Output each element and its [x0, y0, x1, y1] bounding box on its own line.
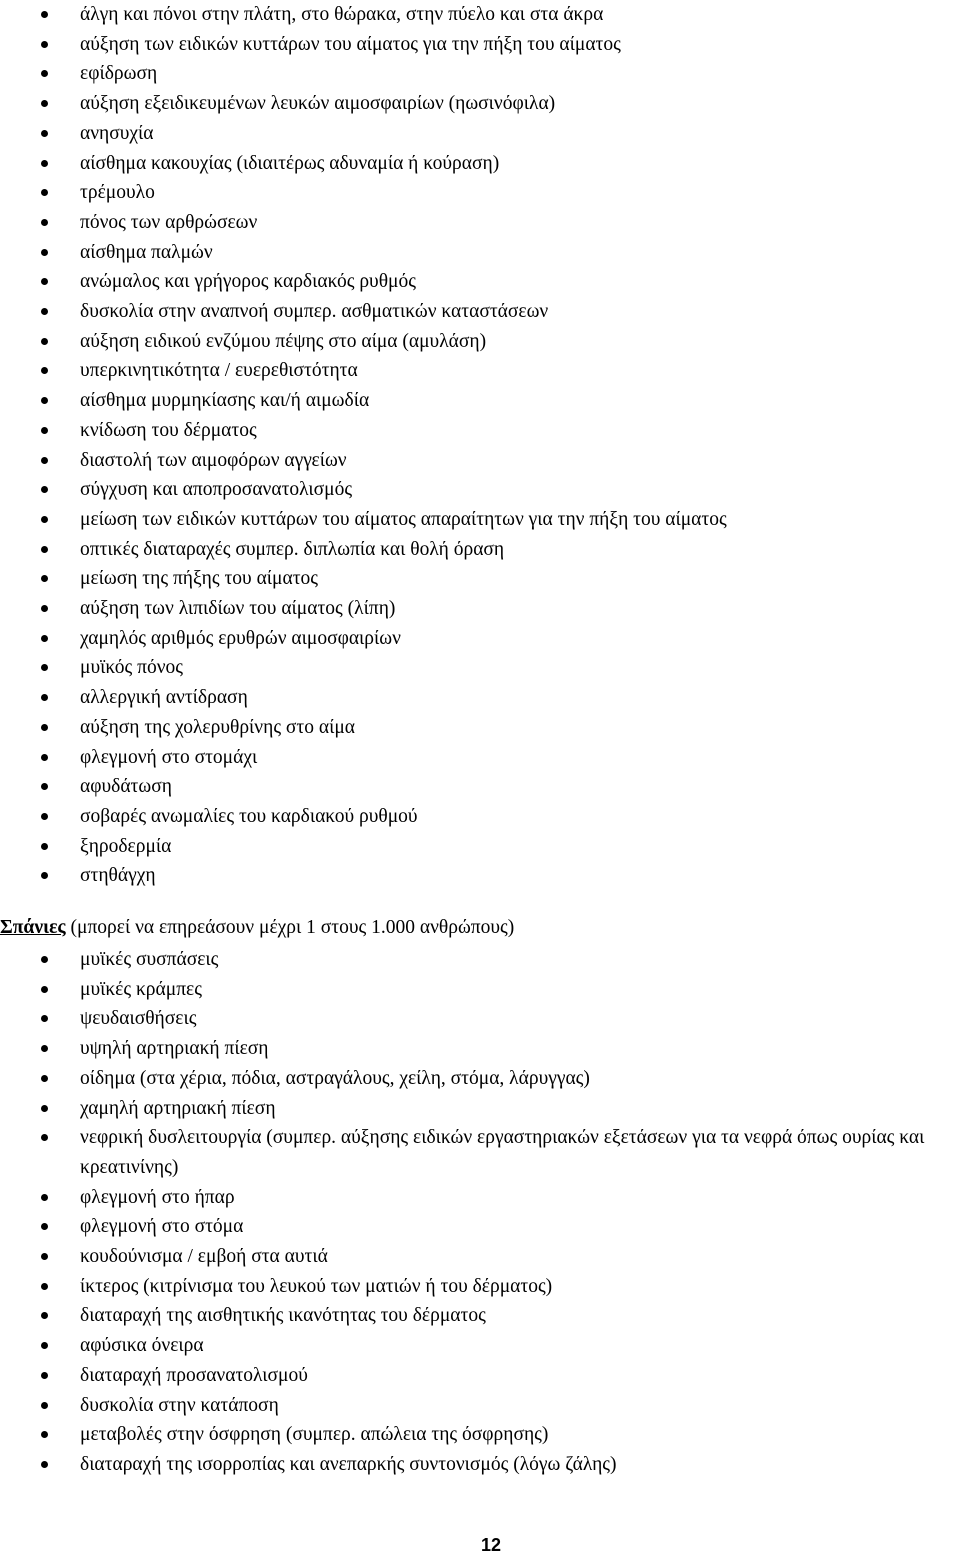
bullet-icon — [41, 1075, 48, 1082]
rare-side-effects-list — [0, 945, 960, 1480]
bullet-icon — [41, 189, 48, 196]
bullet-icon — [41, 278, 48, 285]
list-item — [0, 1123, 960, 1182]
bullet-icon — [41, 1045, 48, 1052]
list-item — [0, 356, 960, 386]
list-item-text: στηθάγχη — [80, 865, 156, 887]
list-item — [0, 802, 960, 832]
list-item-text: αίσθημα παλμών — [80, 241, 213, 263]
bullet-icon — [41, 427, 48, 434]
bullet-icon — [41, 1134, 48, 1141]
list-item-text: φλεγμονή στο στομάχι — [80, 746, 258, 768]
list-item — [0, 743, 960, 773]
list-item — [0, 1331, 960, 1361]
list-item-text: διαστολή των αιμοφόρων αγγείων — [80, 449, 347, 471]
list-item-text: μυϊκές συσπάσεις — [80, 949, 219, 970]
list-item-text: αύξηση της χολερυθρίνης στο αίμα — [80, 716, 356, 738]
list-item — [0, 1094, 960, 1124]
list-item — [0, 208, 960, 238]
list-item — [0, 1212, 960, 1242]
bullet-icon — [41, 1253, 48, 1260]
bullet-icon — [41, 1342, 48, 1349]
list-item — [0, 505, 960, 535]
bullet-icon — [41, 872, 48, 879]
list-item — [0, 30, 960, 60]
list-item — [0, 861, 960, 891]
list-item-text: μείωση των ειδικών κυττάρων του αίματος απαραίτητων για την πήξη του αίματος — [80, 508, 727, 530]
list-item — [0, 238, 960, 268]
list-item-text: διαταραχή της ισορροπίας και ανεπαρκής συντονισμός (λόγω ζάλης) — [80, 1453, 617, 1475]
list-item — [0, 446, 960, 476]
bullet-icon — [41, 160, 48, 167]
list-item-text: μείωση της πήξης του αίματος — [80, 568, 319, 590]
list-item — [0, 1272, 960, 1302]
bullet-icon — [41, 546, 48, 553]
bullet-icon — [41, 1461, 48, 1468]
bullet-icon — [41, 516, 48, 523]
list-item — [0, 119, 960, 149]
list-item — [0, 1064, 960, 1094]
list-item — [0, 1301, 960, 1331]
bullet-icon — [41, 1372, 48, 1379]
list-item — [0, 945, 960, 975]
rare-heading-frequency: (μπορεί να επηρεάσουν μέχρι 1 στους 1.000 ανθρώπους) — [65, 917, 515, 938]
bullet-icon — [41, 397, 48, 404]
list-item-text: αύξηση ειδικού ενζύμου πέψης στο αίμα (αμυλάση) — [80, 330, 487, 352]
list-item-text: αίσθημα μυρμηκίασης και/ή αιμωδία — [80, 390, 370, 412]
list-item — [0, 683, 960, 713]
list-item-text: χαμηλός αριθμός ερυθρών αιμοσφαιρίων — [80, 627, 401, 649]
rare-section-heading — [0, 913, 514, 942]
bullet-icon — [41, 11, 48, 18]
bullet-icon — [41, 338, 48, 345]
list-item — [0, 1391, 960, 1421]
list-item-text: δυσκολία στην αναπνοή συμπερ. ασθματικών καταστάσεων — [80, 301, 549, 323]
bullet-icon — [41, 754, 48, 761]
list-item — [0, 267, 960, 297]
bullet-icon — [41, 694, 48, 701]
list-item — [0, 1420, 960, 1450]
list-item-text: ανησυχία — [80, 122, 154, 144]
list-item-text: ανώμαλος και γρήγορος καρδιακός ρυθμός — [80, 271, 416, 293]
list-item — [0, 149, 960, 179]
list-item-text: πόνος των αρθρώσεων — [80, 211, 258, 233]
list-item-text: αύξηση των ειδικών κυττάρων του αίματος για την πήξη του αίματος — [80, 33, 621, 55]
list-item-text: δυσκολία στην κατάποση — [80, 1394, 279, 1416]
list-item-text: αφύσικα όνειρα — [80, 1335, 204, 1357]
bullet-icon — [41, 100, 48, 107]
bullet-icon — [41, 70, 48, 77]
bullet-icon — [41, 575, 48, 582]
list-item-text: ίκτερος (κιτρίνισμα του λευκού των ματιών ή του δέρματος) — [80, 1275, 553, 1297]
list-item — [0, 772, 960, 802]
list-item-text: αύξηση εξειδικευμένων λευκών αιμοσφαιρίων (ηωσινόφιλα) — [80, 93, 556, 115]
bullet-icon — [41, 367, 48, 374]
bullet-icon — [41, 249, 48, 256]
list-item — [0, 178, 960, 208]
list-item-text: σύγχυση και αποπροσανατολισμός — [80, 479, 353, 501]
list-item — [0, 416, 960, 446]
rare-heading-label: Σπάνιες — [0, 917, 66, 938]
list-item-text: μυϊκές κράμπες — [80, 978, 202, 1000]
bullet-icon — [41, 457, 48, 464]
list-item-text: μυϊκός πόνος — [80, 657, 183, 679]
bullet-icon — [41, 1223, 48, 1230]
list-item-text: φλεγμονή στο στόμα — [80, 1216, 244, 1238]
list-item — [0, 475, 960, 505]
bullet-icon — [41, 1312, 48, 1319]
list-item-text: τρέμουλο — [80, 182, 155, 204]
bullet-icon — [41, 308, 48, 315]
list-item — [0, 1361, 960, 1391]
bullet-icon — [41, 986, 48, 993]
list-item — [0, 89, 960, 119]
bullet-icon — [41, 843, 48, 850]
bullet-icon — [41, 664, 48, 671]
list-item — [0, 386, 960, 416]
list-item — [0, 59, 960, 89]
list-item-text: οπτικές διαταραχές συμπερ. διπλωπία και θολή όραση — [80, 538, 505, 560]
bullet-icon — [41, 1283, 48, 1290]
list-item — [0, 1034, 960, 1064]
list-item-text: διαταραχή προσανατολισμού — [80, 1364, 308, 1386]
bullet-icon — [41, 724, 48, 731]
list-item — [0, 713, 960, 743]
bullet-icon — [41, 783, 48, 790]
list-item-text: υπερκινητικότητα / ευερεθιστότητα — [80, 360, 358, 382]
list-item — [0, 327, 960, 357]
list-item — [0, 1242, 960, 1272]
bullet-icon — [41, 219, 48, 226]
list-item — [0, 564, 960, 594]
list-item-text: διαταραχή της αισθητικής ικανότητας του δέρματος — [80, 1305, 486, 1327]
list-item-text: ψευδαισθήσεις — [80, 1008, 197, 1030]
list-item-text: άλγη και πόνοι στην πλάτη, στο θώρακα, στην πύελο και στα άκρα — [80, 4, 604, 25]
list-item-text: εφίδρωση — [80, 63, 158, 85]
list-item-text: υψηλή αρτηριακή πίεση — [80, 1038, 269, 1060]
list-item-text: αίσθημα κακουχίας (ιδιαιτέρως αδυναμία ή κούραση) — [80, 152, 500, 174]
list-item — [0, 594, 960, 624]
list-item-text: κουδούνισμα / εμβοή στα αυτιά — [80, 1246, 328, 1268]
bullet-icon — [41, 1105, 48, 1112]
bullet-icon — [41, 130, 48, 137]
page-number: 12 — [480, 1535, 502, 1555]
bullet-icon — [41, 956, 48, 963]
list-item-text: χαμηλή αρτηριακή πίεση — [80, 1097, 276, 1119]
list-item — [0, 832, 960, 862]
list-item — [0, 535, 960, 565]
list-item — [0, 975, 960, 1005]
list-item-text: σοβαρές ανωμαλίες του καρδιακού ρυθμού — [80, 805, 418, 827]
bullet-icon — [41, 1194, 48, 1201]
list-item — [0, 297, 960, 327]
list-item — [0, 624, 960, 654]
bullet-icon — [41, 1015, 48, 1022]
bullet-icon — [41, 1402, 48, 1409]
list-item-text: μεταβολές στην όσφρηση (συμπερ. απώλεια της όσφρησης) — [80, 1424, 549, 1446]
bullet-icon — [41, 635, 48, 642]
list-item-text: φλεγμονή στο ήπαρ — [80, 1186, 235, 1208]
list-item-text: ξηροδερμία — [80, 835, 172, 857]
list-item-text: αλλεργική αντίδραση — [80, 687, 248, 709]
list-item-text: αφυδάτωση — [80, 776, 172, 798]
list-item — [0, 1004, 960, 1034]
list-item-text: νεφρική δυσλειτουργία (συμπερ. αύξησης ειδικών εργαστηριακών εξετάσεων για τα νεφρά όπως ουρίας και κρεατινίνης) — [80, 1127, 925, 1178]
bullet-icon — [41, 1431, 48, 1438]
list-item — [0, 0, 960, 30]
bullet-icon — [41, 605, 48, 612]
list-item — [0, 1183, 960, 1213]
list-item-text: οίδημα (στα χέρια, πόδια, αστραγάλους, χείλη, στόμα, λάρυγγας) — [80, 1067, 590, 1089]
list-item-text: κνίδωση του δέρματος — [80, 419, 257, 441]
list-item — [0, 653, 960, 683]
bullet-icon — [41, 486, 48, 493]
list-item — [0, 1450, 960, 1480]
list-item-text: αύξηση των λιπιδίων του αίματος (λίπη) — [80, 598, 396, 620]
bullet-icon — [41, 813, 48, 820]
bullet-icon — [41, 41, 48, 48]
